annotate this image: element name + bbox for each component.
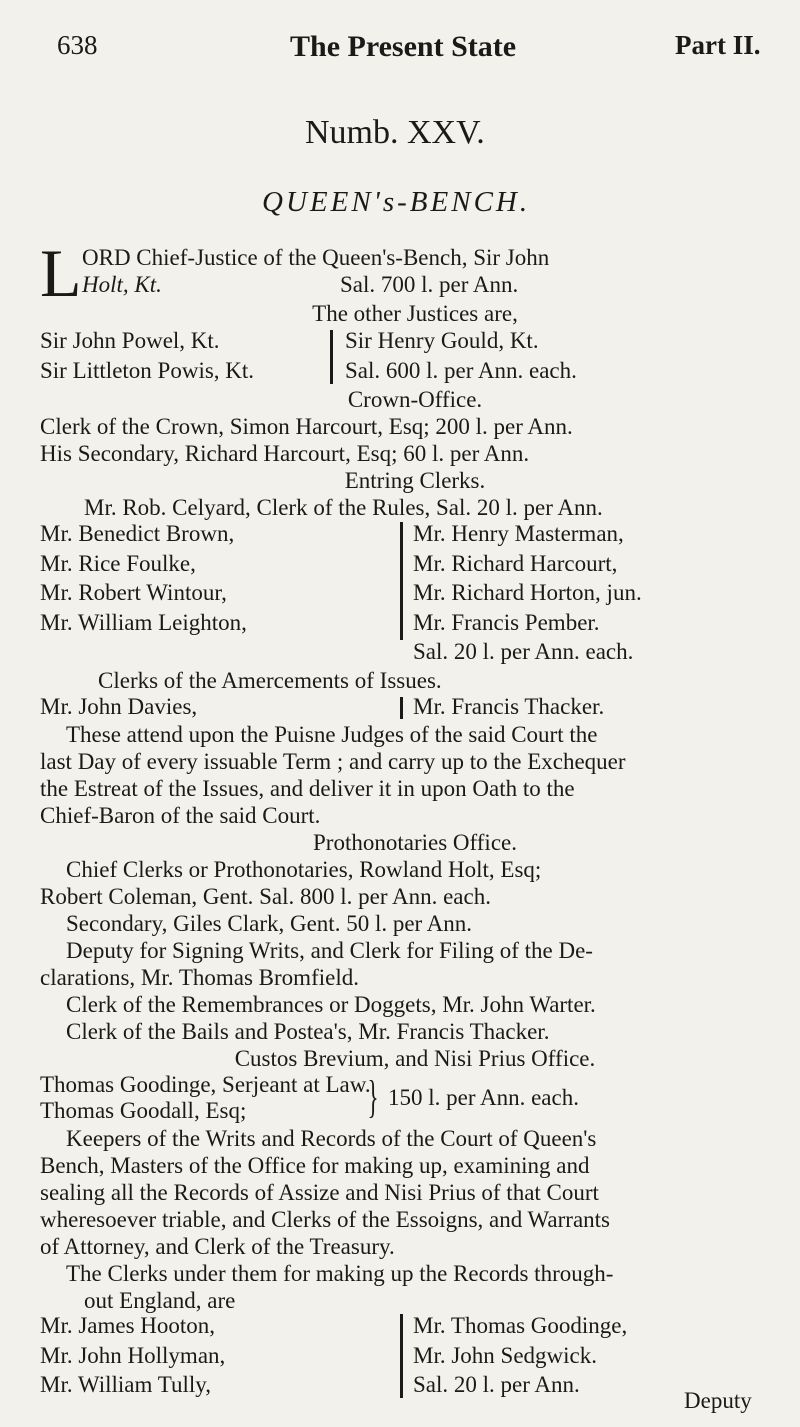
entring-clerks-left	[40, 519, 247, 637]
drop-cap: L	[40, 235, 82, 311]
amercements-heading: Clerks of the Amercements of Issues.	[98, 668, 442, 693]
chief-justice-line: ORD Chief-Justice of the Queen's-Bench, Sir John	[82, 245, 550, 270]
crown-office-heading: Crown-Office.	[347, 387, 483, 412]
prothonotaries-line: Robert Coleman, Gent. Sal. 800 l. per Ann. each.	[40, 884, 491, 909]
custos-salary: 150 l. per Ann. each.	[388, 1085, 579, 1110]
clerk-name: Mr. James Hooton,	[40, 1313, 216, 1338]
column-rule	[400, 522, 403, 640]
custos-text: Bench, Masters of the Office for making up, examining and	[40, 1153, 590, 1178]
prothonotaries-heading: Prothonotaries Office.	[313, 830, 517, 855]
custos-heading: Custos Brevium, and Nisi Prius Office.	[234, 1046, 596, 1071]
clerk-name: Mr. John Sedgwick.	[413, 1342, 597, 1368]
justice-salary: Sal. 600 l. per Ann. each.	[345, 357, 577, 383]
clerk-name: Mr. Richard Horton, jun.	[413, 580, 642, 605]
other-justices-left	[40, 326, 254, 385]
brace-glyph: }	[367, 1071, 379, 1122]
prothonotaries-line: Secondary, Giles Clark, Gent. 50 l. per Ann.	[66, 911, 473, 936]
clerk-name: Mr. John Hollyman,	[40, 1342, 226, 1368]
chief-justice-salary: Sal. 700 l. per Ann.	[340, 272, 519, 297]
clerk-name: Mr. Henry Masterman,	[413, 521, 624, 546]
amercements-text: These attend upon the Puisne Judges of the said Court the	[66, 722, 598, 747]
clerk-name: Mr. Thomas Goodinge,	[413, 1313, 628, 1338]
amercements-clerk-left: Mr. John Davies,	[40, 694, 198, 719]
amercements-text: the Estreat of the Issues, and deliver it in upon Oath to the	[40, 776, 575, 801]
custos-name: Thomas Goodinge, Serjeant at Law.	[40, 1072, 371, 1097]
other-justices-right	[345, 326, 577, 385]
prothonotaries-line: Clerk of the Remembrances or Doggets, Mr. John Warter.	[66, 992, 596, 1017]
custos-text: Keepers of the Writs and Records of the Court of Queen's	[66, 1126, 597, 1151]
column-rule	[400, 697, 403, 719]
justice-name: Sir Henry Gould, Kt.	[345, 328, 539, 353]
amercements-text: last Day of every issuable Term ; and carry up to the Exchequer	[40, 749, 626, 774]
custos-name: Thomas Goodall, Esq;	[40, 1098, 247, 1123]
section-number: Numb. XXV.	[305, 114, 485, 151]
clerk-name: Mr. Rice Foulke,	[40, 550, 196, 576]
entring-clerks-heading: Entring Clerks.	[344, 468, 486, 493]
entring-clerks-right	[413, 519, 642, 667]
justice-name: Sir Littleton Powis, Kt.	[40, 357, 255, 383]
clerk-name: Mr. William Tully,	[40, 1372, 211, 1397]
clerk-of-rules: Mr. Rob. Celyard, Clerk of the Rules, Sal. 20 l. per Ann.	[84, 495, 603, 520]
prothonotaries-line: Clerk of the Bails and Postea's, Mr. Francis Thacker.	[66, 1019, 550, 1044]
justice-name: Sir John Powel, Kt.	[40, 328, 220, 353]
custos-text: wheresoever triable, and Clerks of the Essoigns, and Warrants	[40, 1207, 611, 1232]
other-justices-heading: The other Justices are,	[312, 301, 518, 326]
clerk-name: Mr. William Leighton,	[40, 609, 247, 635]
clerk-name: Mr. Benedict Brown,	[40, 521, 235, 546]
custos-text: sealing all the Records of Assize and Nisi Prius of that Court	[40, 1180, 599, 1205]
column-rule	[400, 1314, 403, 1398]
clerk-salary: Sal. 20 l. per Ann. each.	[413, 639, 634, 664]
amercements-clerk-right: Mr. Francis Thacker.	[413, 694, 605, 719]
catchword: Deputy	[684, 1388, 752, 1413]
clerk-of-crown: Clerk of the Crown, Simon Harcourt, Esq; 200 l. per Ann.	[40, 414, 573, 439]
part-label: Part II.	[675, 30, 761, 60]
page-number: 638	[57, 30, 98, 60]
clerk-name: Mr. Richard Harcourt,	[413, 550, 618, 576]
amercements-text: Chief-Baron of the said Court.	[40, 803, 321, 828]
custos-text: out England, are	[84, 1288, 236, 1313]
court-heading: QUEEN's-BENCH.	[262, 186, 531, 218]
prothonotaries-line: Chief Clerks or Prothonotaries, Rowland Holt, Esq;	[66, 857, 542, 882]
custos-clerks-left	[40, 1311, 225, 1400]
custos-text: of Attorney, and Clerk of the Treasury.	[40, 1234, 395, 1259]
crown-secondary: His Secondary, Richard Harcourt, Esq; 60 l. per Ann.	[40, 441, 530, 466]
custos-text: The Clerks under them for making up the Records through-	[66, 1261, 614, 1286]
clerk-salary: Sal. 20 l. per Ann.	[413, 1372, 580, 1397]
custos-clerks-right	[413, 1311, 627, 1400]
prothonotaries-line: clarations, Mr. Thomas Bromfield.	[40, 965, 359, 990]
running-title: The Present State	[290, 30, 517, 63]
chief-justice-name: Holt, Kt.	[82, 272, 162, 297]
column-rule	[330, 330, 333, 384]
prothonotaries-line: Deputy for Signing Writs, and Clerk for Filing of the De-	[66, 938, 593, 963]
clerk-name: Mr. Francis Pember.	[413, 609, 600, 635]
clerk-name: Mr. Robert Wintour,	[40, 580, 227, 605]
